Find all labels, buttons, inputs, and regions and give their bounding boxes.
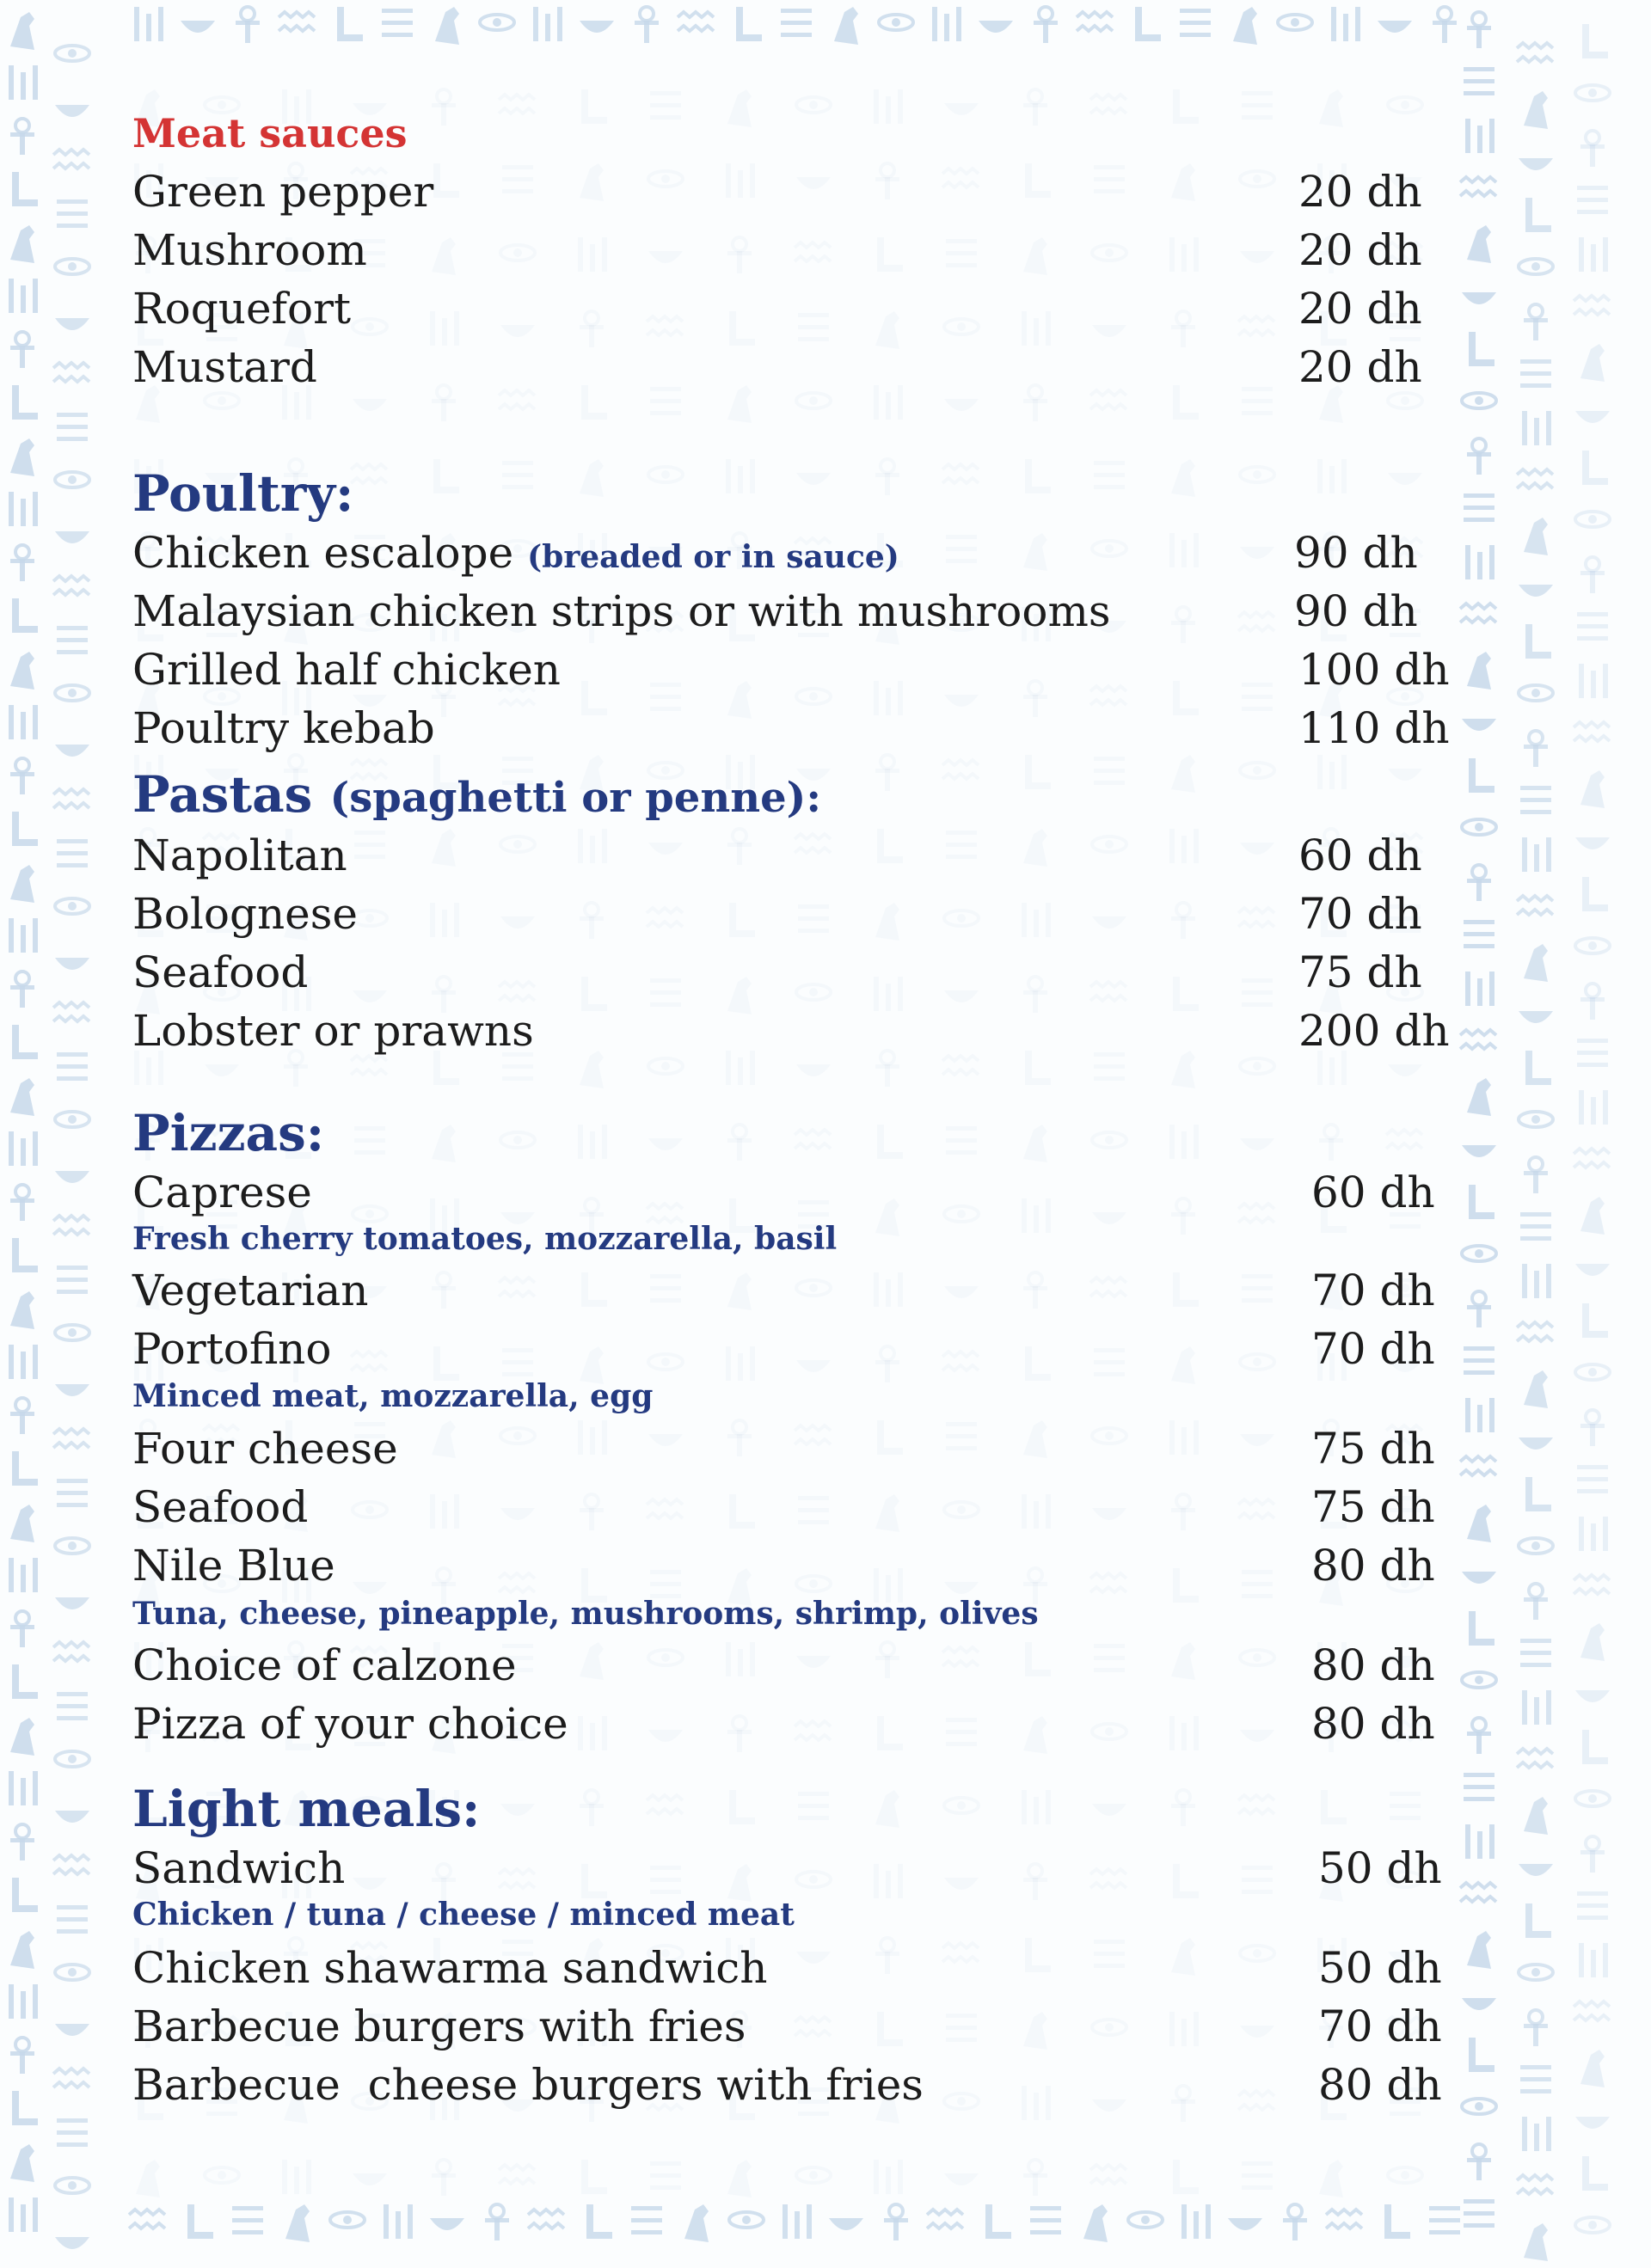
menu-item-price: 200 dh	[1298, 1006, 1450, 1056]
menu-item-price: 75 dh	[1311, 1482, 1435, 1532]
menu-item-price: 50 dh	[1318, 1943, 1442, 1993]
menu-item-price: 90 dh	[1294, 528, 1418, 578]
menu-item-name: Choice of calzone	[132, 1640, 517, 1690]
section-title-poultry: Poultry:	[132, 464, 354, 523]
section-title-pastas-text: Pastas	[132, 765, 313, 824]
menu-item-price: 80 dh	[1311, 1541, 1435, 1591]
menu-item-price: 70 dh	[1318, 2001, 1442, 2051]
menu-item-name-text: Chicken escalope	[132, 528, 514, 578]
menu-item-price: 20 dh	[1298, 167, 1422, 217]
section-title-meat-sauces: Meat sauces	[132, 110, 408, 156]
menu-item-price: 80 dh	[1311, 1640, 1435, 1690]
menu-item-description: Chicken / tuna / cheese / minced meat	[132, 1897, 795, 1933]
menu-item-name: Poultry kebab	[132, 703, 435, 753]
menu-item-price: 20 dh	[1298, 225, 1422, 275]
menu-item-name: Barbecue burgers with fries	[132, 2001, 746, 2051]
menu-item-name: Vegetarian	[132, 1266, 369, 1315]
menu-item-name: Green pepper	[132, 167, 434, 217]
section-subtitle-pastas: (spaghetti or penne):	[329, 774, 822, 822]
section-title-pizzas: Pizzas:	[132, 1104, 325, 1162]
menu-item-price: 75 dh	[1311, 1424, 1435, 1474]
menu-item-description: Fresh cherry tomatoes, mozzarella, basil	[132, 1221, 838, 1257]
menu-item-price: 75 dh	[1298, 947, 1422, 997]
menu-item-description: Tuna, cheese, pineapple, mushrooms, shrimp, olives	[132, 1596, 1039, 1632]
menu-item-price: 80 dh	[1318, 2060, 1442, 2110]
section-title-pastas	[132, 765, 821, 824]
menu-item-price: 110 dh	[1298, 703, 1450, 753]
menu-item-name: Mushroom	[132, 225, 367, 275]
menu-item-name: Barbecue cheese burgers with fries	[132, 2060, 924, 2110]
menu-item-price: 60 dh	[1311, 1168, 1435, 1217]
menu-item-name: Bolognese	[132, 889, 358, 939]
menu-item-name: Sandwich	[132, 1843, 346, 1893]
menu-item-name: Malaysian chicken strips or with mushrooms	[132, 586, 1111, 636]
menu-item-name: Pizza of your choice	[132, 1699, 568, 1749]
menu-item-price: 70 dh	[1311, 1324, 1435, 1374]
menu-item-name: Napolitan	[132, 831, 347, 880]
section-title-light-meals: Light meals:	[132, 1780, 481, 1838]
menu-item-name: Mustard	[132, 342, 317, 392]
menu-item-price: 50 dh	[1318, 1843, 1442, 1893]
menu-item-price: 20 dh	[1298, 284, 1422, 334]
menu-item-name: Nile Blue	[132, 1541, 335, 1591]
menu-item-price: 60 dh	[1298, 831, 1422, 880]
menu-item-name: Caprese	[132, 1168, 312, 1217]
menu-item-note: (breaded or in sauce)	[527, 539, 899, 575]
menu-item-price: 20 dh	[1298, 342, 1422, 392]
menu-item-name: Seafood	[132, 1482, 309, 1532]
menu-item-name: Grilled half chicken	[132, 645, 561, 695]
menu-item-name: Four cheese	[132, 1424, 398, 1474]
menu-item-name: Portofino	[132, 1324, 332, 1374]
menu-item-description: Minced meat, mozzarella, egg	[132, 1378, 654, 1414]
menu-item-price: 70 dh	[1298, 889, 1422, 939]
menu-item-name: Roquefort	[132, 284, 352, 334]
menu-item-price: 100 dh	[1298, 645, 1450, 695]
menu-item-price: 80 dh	[1311, 1699, 1435, 1749]
menu-item-price: 70 dh	[1311, 1266, 1435, 1315]
menu-item-name: Seafood	[132, 947, 309, 997]
menu-item-name: Lobster or prawns	[132, 1006, 534, 1056]
menu-item-name: Chicken shawarma sandwich	[132, 1943, 768, 1993]
menu-item-name	[132, 528, 899, 578]
menu-item-price: 90 dh	[1294, 586, 1418, 636]
